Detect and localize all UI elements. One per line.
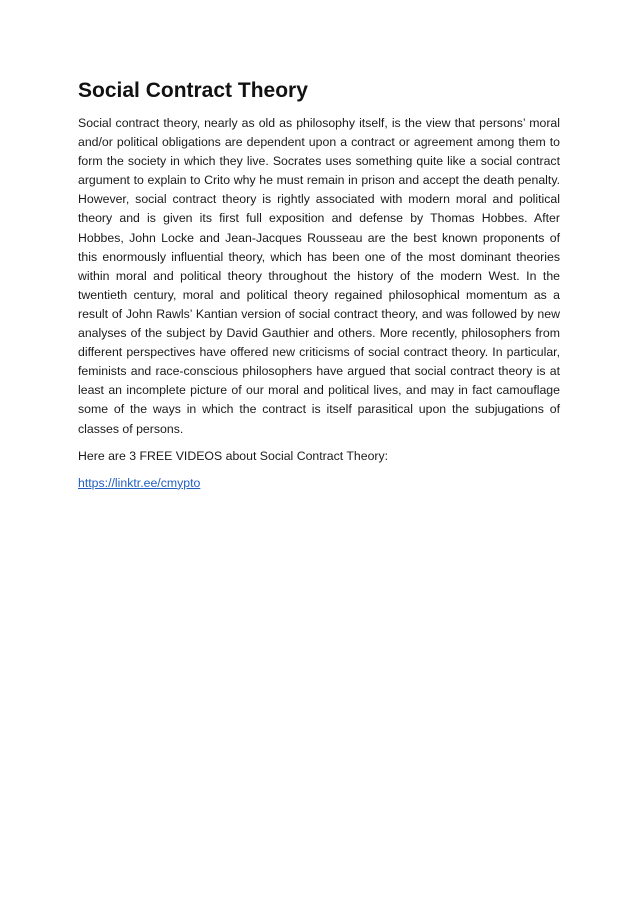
videos-intro-text: Here are 3 FREE VIDEOS about Social Contract Theory: (78, 448, 389, 463)
linktree-link[interactable]: https://linktr.ee/cmypto (78, 475, 201, 490)
body-paragraph: Social contract theory, nearly as old as philosophy itself, is the view that persons’ moral and/or political obligations are dependent upon a contract or agreement among them to form the society in which they live. Socrates uses something quite like a social contract argument to explain to Crito why he must remain in prison and accept the death penalty. However, social contract theory is rightly associated with modern moral and political theory and is given its first full exposition and defense by Thomas Hobbes. After Hobbes, John Locke and Jean-Jacques Rousseau are the best known proponents of this enormously influential theory, which has been one of the most dominant theories within moral and political theory throughout the history of the modern West. In the twentieth century, moral and political theory regained philosophical momentum as a result of John Rawls’ Kantian version of social contract theory, and was followed by new analyses of the subject by David Gauthier and others. More recently, philosophers from different perspectives have offered new criticisms of social contract theory. In particular, feminists and race-conscious philosophers have argued that social contract theory is at least an incomplete picture of our moral and political lives, and may in fact camouflage some of the ways in which the contract is itself parasitical upon the subjugations of classes of persons. (78, 116, 560, 436)
page-title: Social Contract Theory (78, 79, 308, 102)
document-content (78, 78, 560, 493)
